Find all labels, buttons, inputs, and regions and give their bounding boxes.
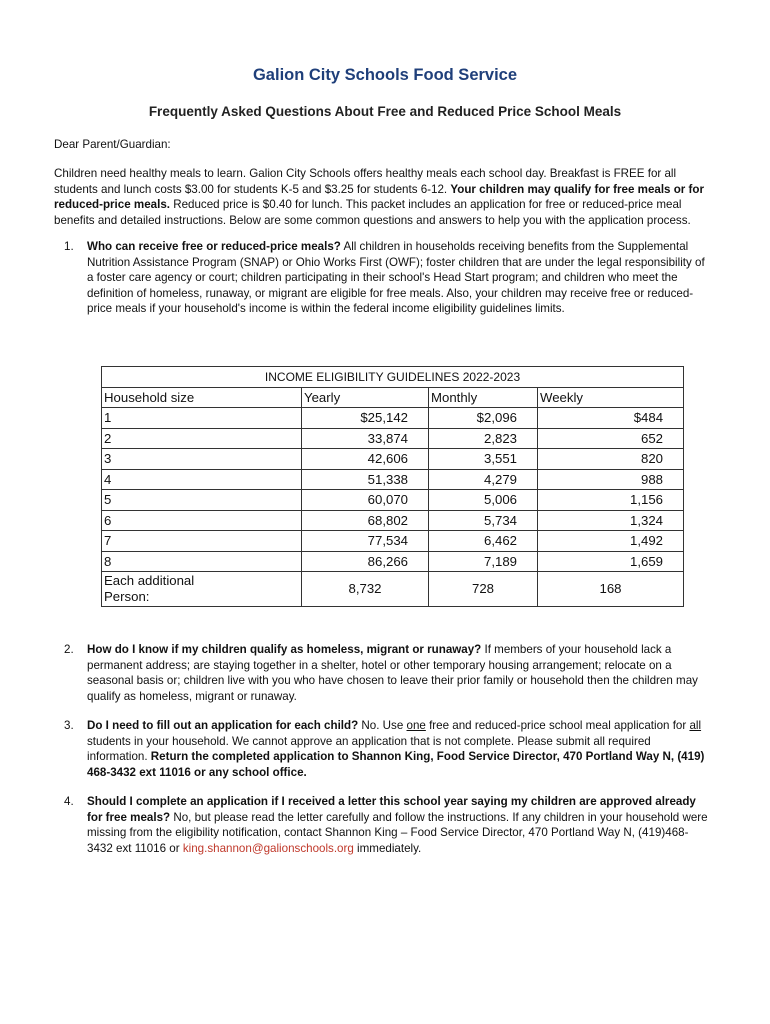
faq-body	[87, 239, 712, 317]
table-cell: 652	[538, 428, 684, 449]
table-cell: 1,324	[538, 510, 684, 531]
faq-number: 4.	[64, 795, 74, 808]
email-link[interactable]: king.shannon@galionschools.org	[182, 841, 354, 855]
faq-answer: All children in households receiving benefits from the Supplemental Nutrition Assistance Program (SNAP) or Ohio Works First (OWF); foster children that are under the legal responsibility of a foster care agency or court; children participating in their school's Head Start program; and children who meet the definition of homeless, runaway, or migrant are eligible for free meals. Also, your children may receive free or reduced-price meals if your household's income is within the federal income eligibility guidelines limits.	[87, 240, 705, 315]
faq-body	[87, 642, 712, 704]
table-cell	[102, 572, 302, 607]
table-cell: 51,338	[302, 469, 429, 490]
table-cell: 7	[102, 531, 302, 552]
faq-answer-part: No, but please read the letter carefully and follow the instructions. If any children in your household were missing from the eligibility notification, contact Shannon King – Food Service Director, 470 Portland Way N, (419)468-3432 ext 11016 or	[87, 810, 708, 855]
faq-answer-part: No. Use	[358, 719, 407, 732]
table-row-additional-person	[102, 572, 684, 607]
table-cell: 5,734	[429, 510, 538, 531]
faq-question: Should I complete an application if I received a letter this school year saying my children are approved already for free meals?	[87, 795, 696, 824]
intro-text-2: Reduced price is $0.40 for lunch. This packet includes an application for free or reduced-price meal benefits and detailed instructions. Below are some common questions and answers to help you with the application process.	[54, 198, 691, 227]
faq-answer-part: free and reduced-price school meal application for	[425, 719, 690, 732]
income-eligibility-table	[101, 366, 684, 607]
table-cell: 3,551	[429, 449, 538, 470]
table-cell: 60,070	[302, 490, 429, 511]
table-caption: INCOME ELIGIBILITY GUIDELINES 2022-2023	[102, 367, 684, 388]
table-header-row	[102, 388, 684, 408]
table-cell: 1,492	[538, 531, 684, 552]
faq-answer-part: students in your household. We cannot approve an application that is not complete. Please submit all required information.	[87, 734, 651, 763]
table-cell: 42,606	[302, 449, 429, 470]
faq-answer-bold: Return the completed application to Shannon King, Food Service Director, 470 Portland Way N, (419) 468-3432 ext 11016 or any school office.	[87, 750, 705, 779]
intro-text-1: Children need healthy meals to learn. Galion City Schools offers healthy meals each school day. Breakfast is FREE for all students and lunch costs $3.00 for students K-5 and $3.25 for students 6-12.	[54, 167, 677, 196]
table-row	[102, 408, 684, 429]
faq-answer-underlined: one	[406, 719, 426, 732]
table-cell: 77,534	[302, 531, 429, 552]
faq-question: How do I know if my children qualify as homeless, migrant or runaway?	[87, 643, 482, 656]
table-row	[102, 510, 684, 531]
table-row	[102, 551, 684, 572]
table-cell: 6	[102, 510, 302, 531]
table-cell: 4	[102, 469, 302, 490]
page-subtitle: Frequently Asked Questions About Free and Reduced Price School Meals	[148, 104, 622, 119]
table-cell: 168	[538, 572, 684, 607]
table-cell: 2,823	[429, 428, 538, 449]
table-cell: 68,802	[302, 510, 429, 531]
faq-number: 3.	[64, 719, 74, 732]
column-header: Yearly	[302, 388, 429, 408]
faq-body	[87, 794, 712, 856]
table-row	[102, 490, 684, 511]
faq-answer-part: immediately.	[353, 841, 422, 855]
faq-answer: If members of your household lack a permanent address; are staying together in a shelter, hotel or other temporary housing arrangement; relocate on a seasonal basis or; children live with you who have chosen to leave their prior family or household then the children may qualify as homeless, migrant or runaway.	[87, 643, 698, 703]
column-header: Weekly	[538, 388, 684, 408]
intro-paragraph	[54, 166, 714, 228]
page-title: Galion City Schools Food Service	[252, 66, 518, 84]
table-cell: $25,142	[302, 408, 429, 429]
table-cell: 6,462	[429, 531, 538, 552]
faq-answer-underlined: all	[689, 719, 702, 732]
table-row	[102, 449, 684, 470]
table-cell: 33,874	[302, 428, 429, 449]
table-cell: $2,096	[429, 408, 538, 429]
faq-question: Who can receive free or reduced-price meals?	[87, 240, 341, 253]
table-cell: 5	[102, 490, 302, 511]
table-cell: $484	[538, 408, 684, 429]
faq-number: 1.	[64, 240, 74, 253]
table-cell: 7,189	[429, 551, 538, 572]
table-row	[102, 531, 684, 552]
table-cell: 8,732	[302, 572, 429, 607]
table-cell: 1,156	[538, 490, 684, 511]
table-cell: 3	[102, 449, 302, 470]
table-cell: 4,279	[429, 469, 538, 490]
table-cell: 8	[102, 551, 302, 572]
faq-number: 2.	[64, 643, 74, 656]
table-row	[102, 469, 684, 490]
column-header: Monthly	[429, 388, 538, 408]
table-cell: 2	[102, 428, 302, 449]
column-header: Household size	[102, 388, 302, 408]
table-cell: 86,266	[302, 551, 429, 572]
intro-bold: Your children may qualify for free meals or for reduced-price meals.	[54, 182, 704, 211]
table-row	[102, 428, 684, 449]
table-cell: 728	[429, 572, 538, 607]
table-cell: 1	[102, 408, 302, 429]
additional-label-line2: Person:	[104, 589, 150, 604]
table-cell: 820	[538, 449, 684, 470]
table-cell: 988	[538, 469, 684, 490]
table-cell: 1,659	[538, 551, 684, 572]
faq-question: Do I need to fill out an application for each child?	[87, 719, 359, 732]
additional-label-line1: Each additional	[104, 573, 195, 588]
table-cell: 5,006	[429, 490, 538, 511]
salutation: Dear Parent/Guardian:	[54, 138, 171, 151]
faq-body	[87, 718, 712, 780]
